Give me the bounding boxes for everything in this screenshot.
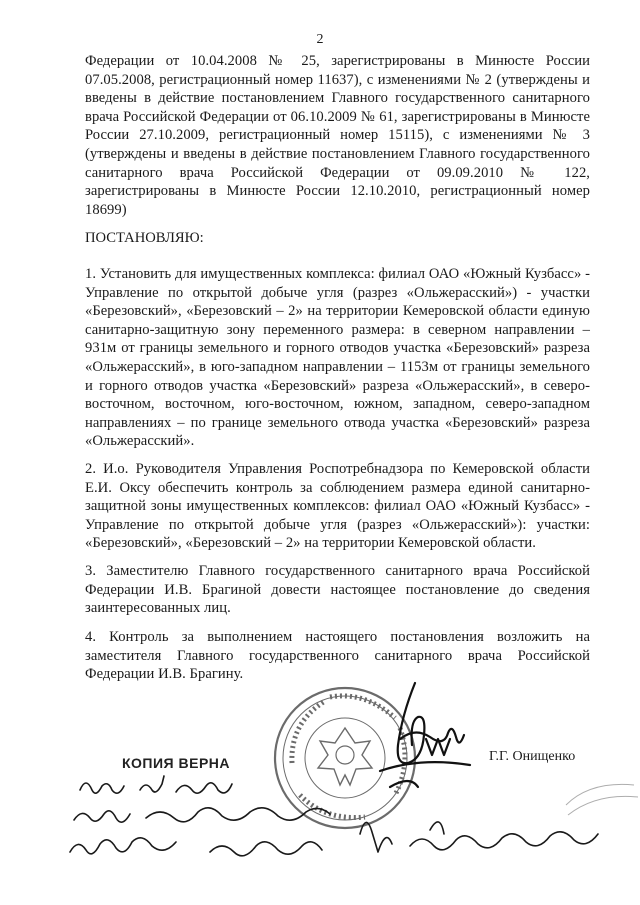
resolution-item-1: 1. Установить для имущественных комплекса: филиал ОАО «Южный Кузбасс» - Управление по открытой добыче угля (разрез «Ольжерасский») - участки «Березовский», «Березовский – 2» на территории Кемеровской области единую санитарно-защитную зону переменного размера: в северном направлении – 931м от границы земельного и горного отводов участка «Березовский» разреза «Ольжерасский», в юго-западном направлении – 1153м от границы земельного и горного отводов участка «Березовский» разреза «Ольжерасский», в северо-восточном, восточном, юго-восточном, южном, западном, северо-западном направлениях – по границе земельного отвода участка «Березовский» разреза «Ольжерасский». [85, 266, 590, 450]
handwritten-note-icon [60, 772, 620, 882]
page-number: 2 [316, 32, 324, 47]
resolution-heading: ПОСТАНОВЛЯЮ: [85, 230, 204, 246]
copy-verified-stamp: КОПИЯ ВЕРНА [122, 755, 231, 771]
resolution-item-4: 4. Контроль за выполнением настоящего постановления возложить на заместителя Главного государственного санитарного врача Российской Федерации И.В. Брагину. [85, 629, 590, 683]
resolution-item-2: 2. И.о. Руководителя Управления Роспотребнадзора по Кемеровской области Е.И. Оксу обеспечить контроль за соблюдением размера единой санитарно-защитной зоны имущественных комплексов: филиал ОАО «Южный Кузбасс» - Управление по открытой добыче угля (разрез «Ольжерасский»): участки: «Березовский», «Березовский – 2» на территории Кемеровской области. [85, 461, 590, 552]
resolution-item-3: 3. Заместителю Главного государственного санитарного врача Российской Федерации И.В. Брагиной довести настоящее постановление до сведения заинтересованных лиц. [85, 563, 590, 617]
registration-stamp-icon [560, 775, 640, 835]
signatory-name: Г.Г. Онищенко [489, 749, 576, 764]
intro-paragraph: Федерации от 10.04.2008 № 25, зарегистрированы в Минюсте России 07.05.2008, регистрационный номер 11637), с изменениями № 2 (утверждены и введены в действие постановлением Главного государственного санитарного врача Российской Федерации от 06.10.2009 № 61, зарегистрированы в Минюсте России 27.10.2009, регистрационный номер 15115), с изменениями № 3 (утверждены и введены в действие постановлением Главного государственного санитарного врача Российской Федерации от 09.09.2010 № 122, зарегистрированы в Минюсте России 12.10.2010, регистрационный номер 18699) [85, 53, 590, 218]
